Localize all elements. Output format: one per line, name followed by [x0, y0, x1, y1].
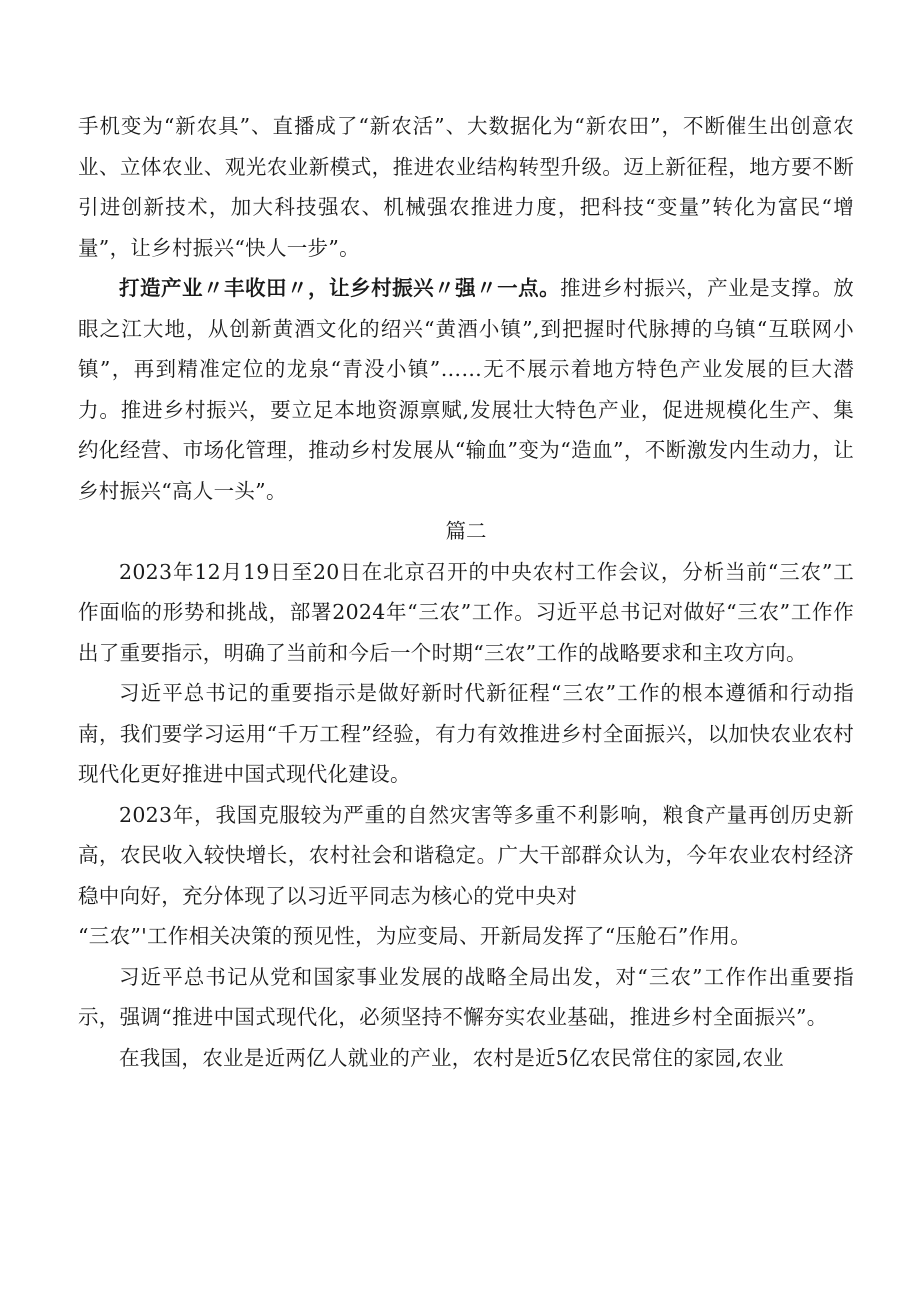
paragraph-conference: 2023年12月19日至20日在北京召开的中央农村工作会议，分析当前“三农”工作面临的形势和挑战，部署2024年“三农”工作。习近平总书记对做好“三农”工作作出了重要指示，明确了当前和今后一个时期“三农”工作的战略要求和主攻方向。 — [78, 559, 854, 665]
paragraph-rural-population: 在我国，农业是近两亿人就业的产业，农村是近5亿农民常住的家园,农业 — [119, 1045, 784, 1070]
paragraph-bold-lead: 打造产业〃丰收田〃，让乡村振兴〃强〃一点。 — [119, 276, 561, 300]
paragraph-industry — [78, 268, 854, 511]
paragraph-body: 推进乡村振兴，产业是支撑。放眼之江大地，从创新黄酒文化的绍兴“黄酒小镇”,到把握时代脉搏的乌镇“互联网小镇”，再到精准定位的龙泉“青没小镇”……无不展示着地方特色产业发展的巨大潜力。推进乡村振兴，要立足本地资源禀赋,发展壮大特色产业，促进规模化生产、集约化经营、市场化管理，推动乡村发展从“输血”变为“造血”，不断激发内生动力，让乡村振兴“高人一头”。 — [78, 276, 854, 503]
paragraph-ballast: “三农”'工作相关决策的预见性，为应变局、开新局发挥了“压舱石”作用。 — [78, 924, 752, 948]
paragraph-strategy: 习近平总书记从党和国家事业发展的战略全局出发，对“三农”工作作出重要指示，强调“推进中国式现代化，必须坚持不懈夯实农业基础，推进乡村全面振兴”。 — [78, 964, 854, 1029]
document-page — [78, 106, 854, 1078]
paragraph-instructions: 习近平总书记的重要指示是做好新时代新征程“三农”工作的根本遵循和行动指南，我们要学习运用“千万工程”经验，有力有效推进乡村全面振兴，以加快农业农村现代化更好推进中国式现代化建设。 — [78, 681, 854, 786]
paragraph-tech-agriculture: 手机变为“新农具”、直播成了“新农活”、大数据化为“新农田”，不断催生出创意农业、立体农业、观光农业新模式，推进农业结构转型升级。迈上新征程，地方要不断引进创新技术，加大科技强农、机械强农推进力度，把科技“变量”转化为富民“增量”，让乡村振兴“快人一步”。 — [78, 114, 854, 260]
section-title: 篇二 — [445, 519, 487, 543]
paragraph-2023-results: 2023年，我国克服较为严重的自然灾害等多重不利影响，粮食产量再创历史新高，农民收入较快增长，农村社会和谐稳定。广大干部群众认为，今年农业农村经济稳中向好，充分体现了以习近平同志为核心的党中央对 — [78, 802, 854, 908]
